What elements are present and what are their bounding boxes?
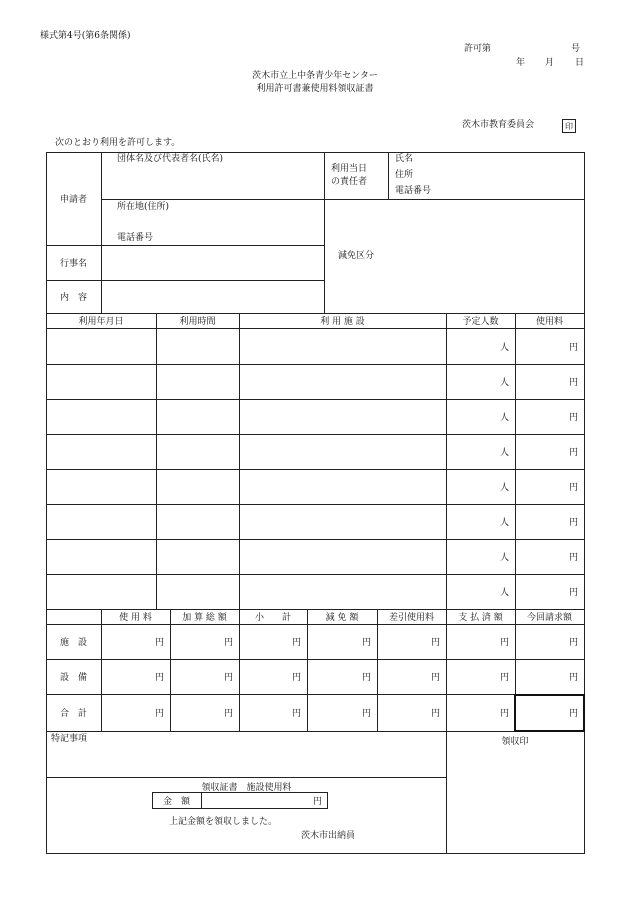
fee-cell-unit: 円 (499, 638, 509, 648)
fee-cell-unit: 円 (154, 673, 164, 683)
cashier-label: 茨木市出納員 (301, 831, 356, 841)
usage-header-date: 利用年月日 (78, 317, 124, 327)
resp-phone-label: 電話番号 (395, 186, 432, 196)
received-text: 上記金額を領収しました。 (169, 817, 278, 827)
fee-cell-unit: 円 (568, 638, 578, 648)
event-label: 行事名 (59, 259, 87, 269)
receipt-seal-label: 領収印 (501, 736, 529, 747)
exemption-label: 減免区分 (338, 251, 375, 261)
usage-header-facility: 利 用 施 設 (320, 317, 365, 327)
amount-unit: 円 (312, 797, 322, 807)
intro-text: 次のとおり利用を許可します。 (55, 138, 181, 148)
fee-header-subtotal: 小 計 (254, 613, 291, 623)
content-label: 内 容 (59, 293, 87, 303)
fee-cell-unit: 円 (430, 709, 440, 719)
fee-cell-unit: 円 (568, 673, 578, 683)
form-number: 様式第4号(第6条関係) (40, 31, 131, 41)
fee-cell-unit: 円 (291, 709, 301, 719)
responsible-label-2: の責任者 (331, 177, 368, 187)
title-line-1: 茨木市立上中条青少年センター (252, 71, 378, 81)
title-line-2: 利用許可書兼使用料領収証書 (256, 84, 374, 94)
usage-row-fee-unit: 円 (568, 553, 578, 563)
usage-row-people-unit: 人 (499, 413, 509, 423)
usage-header-time: 利用時間 (179, 317, 216, 327)
fee-header-added: 加 算 総 額 (182, 613, 227, 623)
issuer-name: 茨木市教育委員会 (462, 120, 535, 130)
fee-cell-unit: 円 (430, 673, 440, 683)
usage-row-fee-unit: 円 (568, 518, 578, 528)
permit-suffix: 号 (571, 44, 581, 54)
usage-row-people-unit: 人 (499, 342, 509, 353)
fee-cell-unit: 円 (223, 673, 233, 683)
usage-header-fee: 使用料 (535, 317, 563, 327)
fee-cell-unit: 円 (361, 709, 371, 719)
fee-row-label: 合 計 (59, 709, 87, 719)
usage-row-people-unit: 人 (499, 588, 509, 598)
org-name-label: 団体名及び代表者名(氏名) (117, 154, 224, 164)
notes-label: 特記事項 (51, 734, 88, 744)
fee-cell-unit: 円 (361, 638, 371, 648)
date-day: 日 (575, 58, 585, 68)
usage-row-people-unit: 人 (499, 378, 509, 388)
fee-cell-unit: 円 (223, 638, 233, 648)
usage-row-fee-unit: 円 (568, 588, 578, 598)
usage-row-fee-unit: 円 (568, 378, 578, 388)
fee-cell-unit: 円 (430, 638, 440, 648)
usage-row-fee-unit: 円 (568, 483, 578, 493)
fee-cell-unit: 円 (291, 638, 301, 648)
usage-row-fee-unit: 円 (568, 448, 578, 458)
fee-header-current: 今回請求額 (526, 613, 572, 623)
date-year: 年 (516, 58, 526, 68)
fee-cell-unit: 円 (361, 673, 371, 683)
usage-row-fee-unit: 円 (568, 342, 578, 353)
resp-address-label: 住所 (395, 170, 414, 180)
fee-cell-unit: 円 (499, 709, 509, 719)
resp-name-label: 氏名 (395, 154, 414, 164)
usage-row-people-unit: 人 (499, 483, 509, 493)
date-month: 月 (545, 58, 555, 68)
fee-cell-unit: 円 (499, 673, 509, 683)
fee-cell-unit: 円 (154, 638, 164, 648)
usage-row-people-unit: 人 (499, 553, 509, 563)
fee-cell-unit: 円 (291, 673, 301, 683)
fee-row-label: 設 備 (59, 673, 87, 683)
issuer-seal: 印 (562, 119, 576, 133)
fee-header-paid: 支 払 済 額 (458, 613, 503, 623)
fee-header-net: 差引使用料 (388, 613, 434, 623)
fee-cell-unit: 円 (223, 709, 233, 719)
usage-row-fee-unit: 円 (568, 413, 578, 423)
usage-header-people: 予定人数 (462, 317, 499, 327)
usage-row-people-unit: 人 (499, 518, 509, 528)
phone-label: 電話番号 (117, 233, 154, 243)
permit-label: 許可第 (464, 44, 492, 54)
usage-row-people-unit: 人 (499, 448, 509, 458)
amount-label: 金 額 (162, 797, 190, 807)
receipt-title: 領収証書 施設使用料 (201, 782, 292, 793)
fee-header-usage: 使 用 料 (119, 613, 152, 623)
address-label: 所在地(住所) (117, 202, 170, 212)
fee-header-exemption: 減 免 額 (325, 613, 359, 623)
fee-row-label: 施 設 (59, 638, 87, 648)
fee-cell-unit: 円 (568, 709, 578, 719)
responsible-label-1: 利用当日 (331, 164, 368, 174)
fee-cell-unit: 円 (154, 709, 164, 719)
applicant-label: 申請者 (59, 195, 87, 205)
